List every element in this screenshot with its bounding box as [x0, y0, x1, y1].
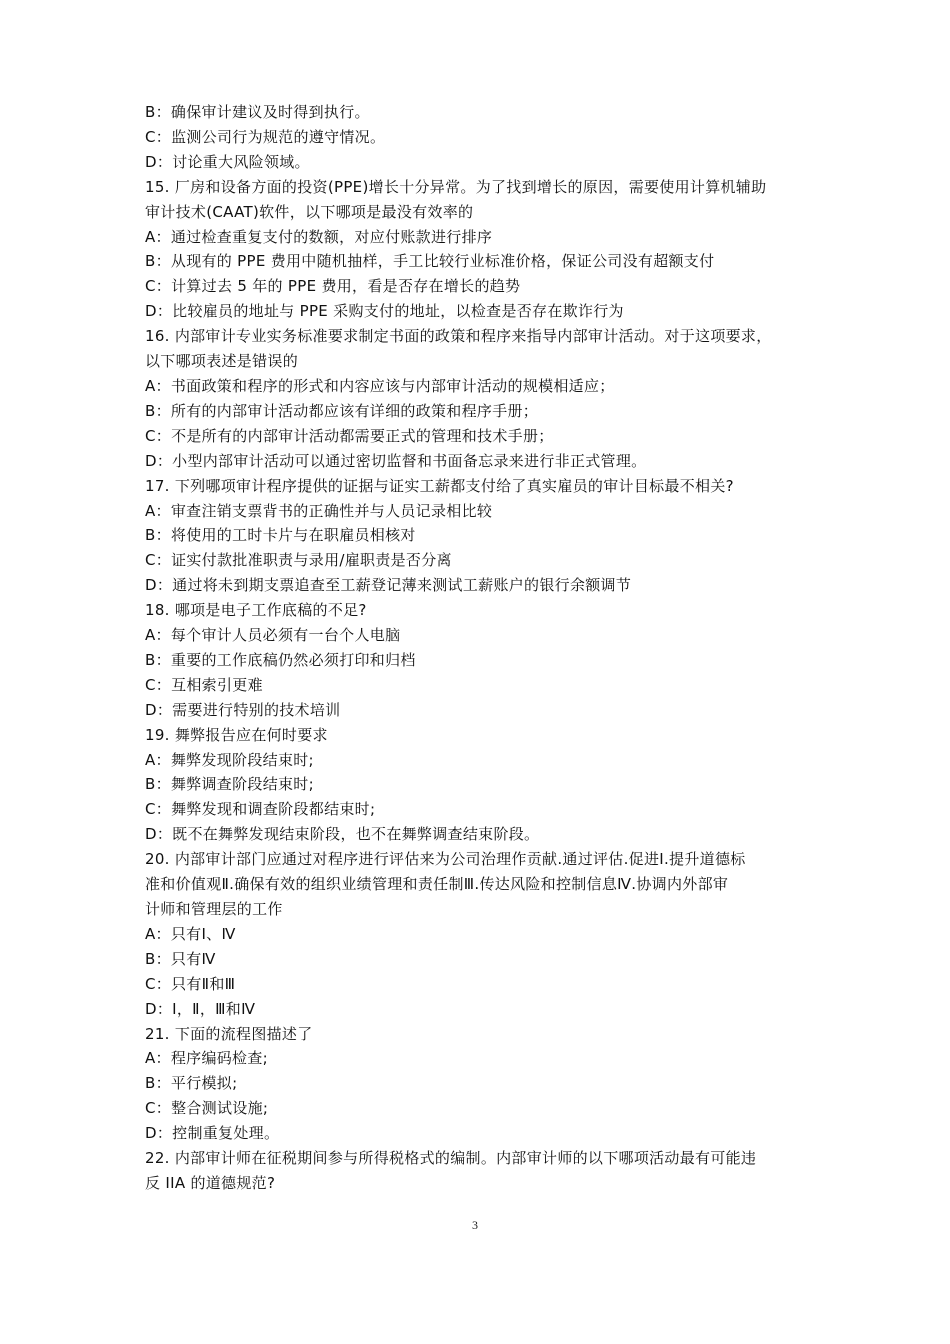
- text-line: D：控制重复处理。: [145, 1124, 280, 1143]
- text-line: D：小型内部审计活动可以通过密切监督和书面备忘录来进行非正式管理。: [145, 451, 647, 470]
- text-line: C：证实付款批准职责与录用/雇职责是否分离: [145, 551, 452, 570]
- text-line: C：整合测试设施;: [145, 1099, 269, 1118]
- text-line: D：比较雇员的地址与 PPE 采购支付的地址，以检查是否存在欺诈行为: [145, 302, 624, 321]
- text-line: B：平行模拟;: [145, 1074, 238, 1093]
- text-line: 17. 下列哪项审计程序提供的证据与证实工薪都支付给了真实雇员的审计目标最不相关?: [145, 476, 734, 495]
- page-number: 3: [472, 1218, 478, 1232]
- text-line: B：舞弊调查阶段结束时;: [145, 775, 314, 794]
- text-line: B：确保审计建议及时得到执行。: [145, 103, 370, 121]
- text-line: A：通过检查重复支付的数额，对应付账款进行排序: [145, 227, 493, 246]
- document-body: [145, 100, 825, 1196]
- text-line: B：只有Ⅳ: [145, 949, 216, 968]
- text-line: C：监测公司行为规范的遵守情况。: [145, 127, 386, 146]
- text-line: A：舞弊发现阶段结束时;: [145, 750, 314, 769]
- text-line: 准和价值观Ⅱ.确保有效的组织业绩管理和责任制Ⅲ.传达风险和控制信息Ⅳ.协调内外部审: [145, 875, 729, 894]
- text-line: D：既不在舞弊发现结束阶段，也不在舞弊调查结束阶段。: [145, 825, 540, 844]
- text-line: A：审查注销支票背书的正确性并与人员记录相比较: [145, 501, 493, 520]
- text-line: C：只有Ⅱ和Ⅲ: [145, 974, 236, 993]
- text-line: D：Ⅰ，Ⅱ，Ⅲ和Ⅳ: [145, 999, 256, 1018]
- text-line: D：通过将未到期支票追查至工薪登记薄来测试工薪账户的银行余额调节: [145, 576, 632, 595]
- text-line: 18. 哪项是电子工作底稿的不足?: [145, 601, 367, 620]
- text-line: 计师和管理层的工作: [145, 900, 283, 918]
- text-line: 22. 内部审计师在征税期间参与所得税格式的编制。内部审计师的以下哪项活动最有可能违: [145, 1149, 757, 1168]
- text-line: A：程序编码检查;: [145, 1049, 269, 1068]
- text-line: 反 IIA 的道德规范?: [145, 1173, 276, 1192]
- text-line: C：计算过去 5 年的 PPE 费用，看是否存在增长的趋势: [145, 277, 521, 296]
- text-line: C：互相索引更难: [145, 675, 263, 694]
- text-line: A：只有Ⅰ、Ⅳ: [145, 924, 236, 943]
- text-line: 20. 内部审计部门应通过对程序进行评估来为公司治理作贡献.通过评估.促进Ⅰ.提升道德标: [145, 850, 746, 869]
- text-line: 21. 下面的流程图描述了: [145, 1024, 313, 1043]
- text-line: C：舞弊发现和调查阶段都结束时;: [145, 800, 376, 819]
- text-line: 15. 厂房和设备方面的投资(PPE)增长十分异常。为了找到增长的原因，需要使用计算机辅助: [145, 177, 767, 196]
- text-line: A：每个审计人员必须有一台个人电脑: [145, 626, 401, 645]
- text-line: D：需要进行特别的技术培训: [145, 700, 341, 719]
- text-line: A：书面政策和程序的形式和内容应该与内部审计活动的规模相适应；: [145, 376, 615, 395]
- text-line: B：从现有的 PPE 费用中随机抽样，手工比较行业标准价格，保证公司没有超额支付: [145, 252, 715, 271]
- text-line: 审计技术(CAAT)软件，以下哪项是最没有效率的: [145, 202, 474, 221]
- text-line: 以下哪项表述是错误的: [145, 352, 299, 371]
- text-line: 19. 舞弊报告应在何时要求: [145, 725, 328, 744]
- text-line: 16. 内部审计专业实务标准要求制定书面的政策和程序来指导内部审计活动。对于这项要求，: [145, 327, 772, 346]
- text-line: B：所有的内部审计活动都应该有详细的政策和程序手册；: [145, 401, 539, 420]
- text-line: B：将使用的工时卡片与在职雇员相核对: [145, 526, 416, 545]
- text-line: D：讨论重大风险领域。: [145, 152, 310, 171]
- text-line: C：不是所有的内部审计活动都需要正式的管理和技术手册；: [145, 426, 554, 445]
- text-line: B：重要的工作底稿仍然必须打印和归档: [145, 650, 416, 669]
